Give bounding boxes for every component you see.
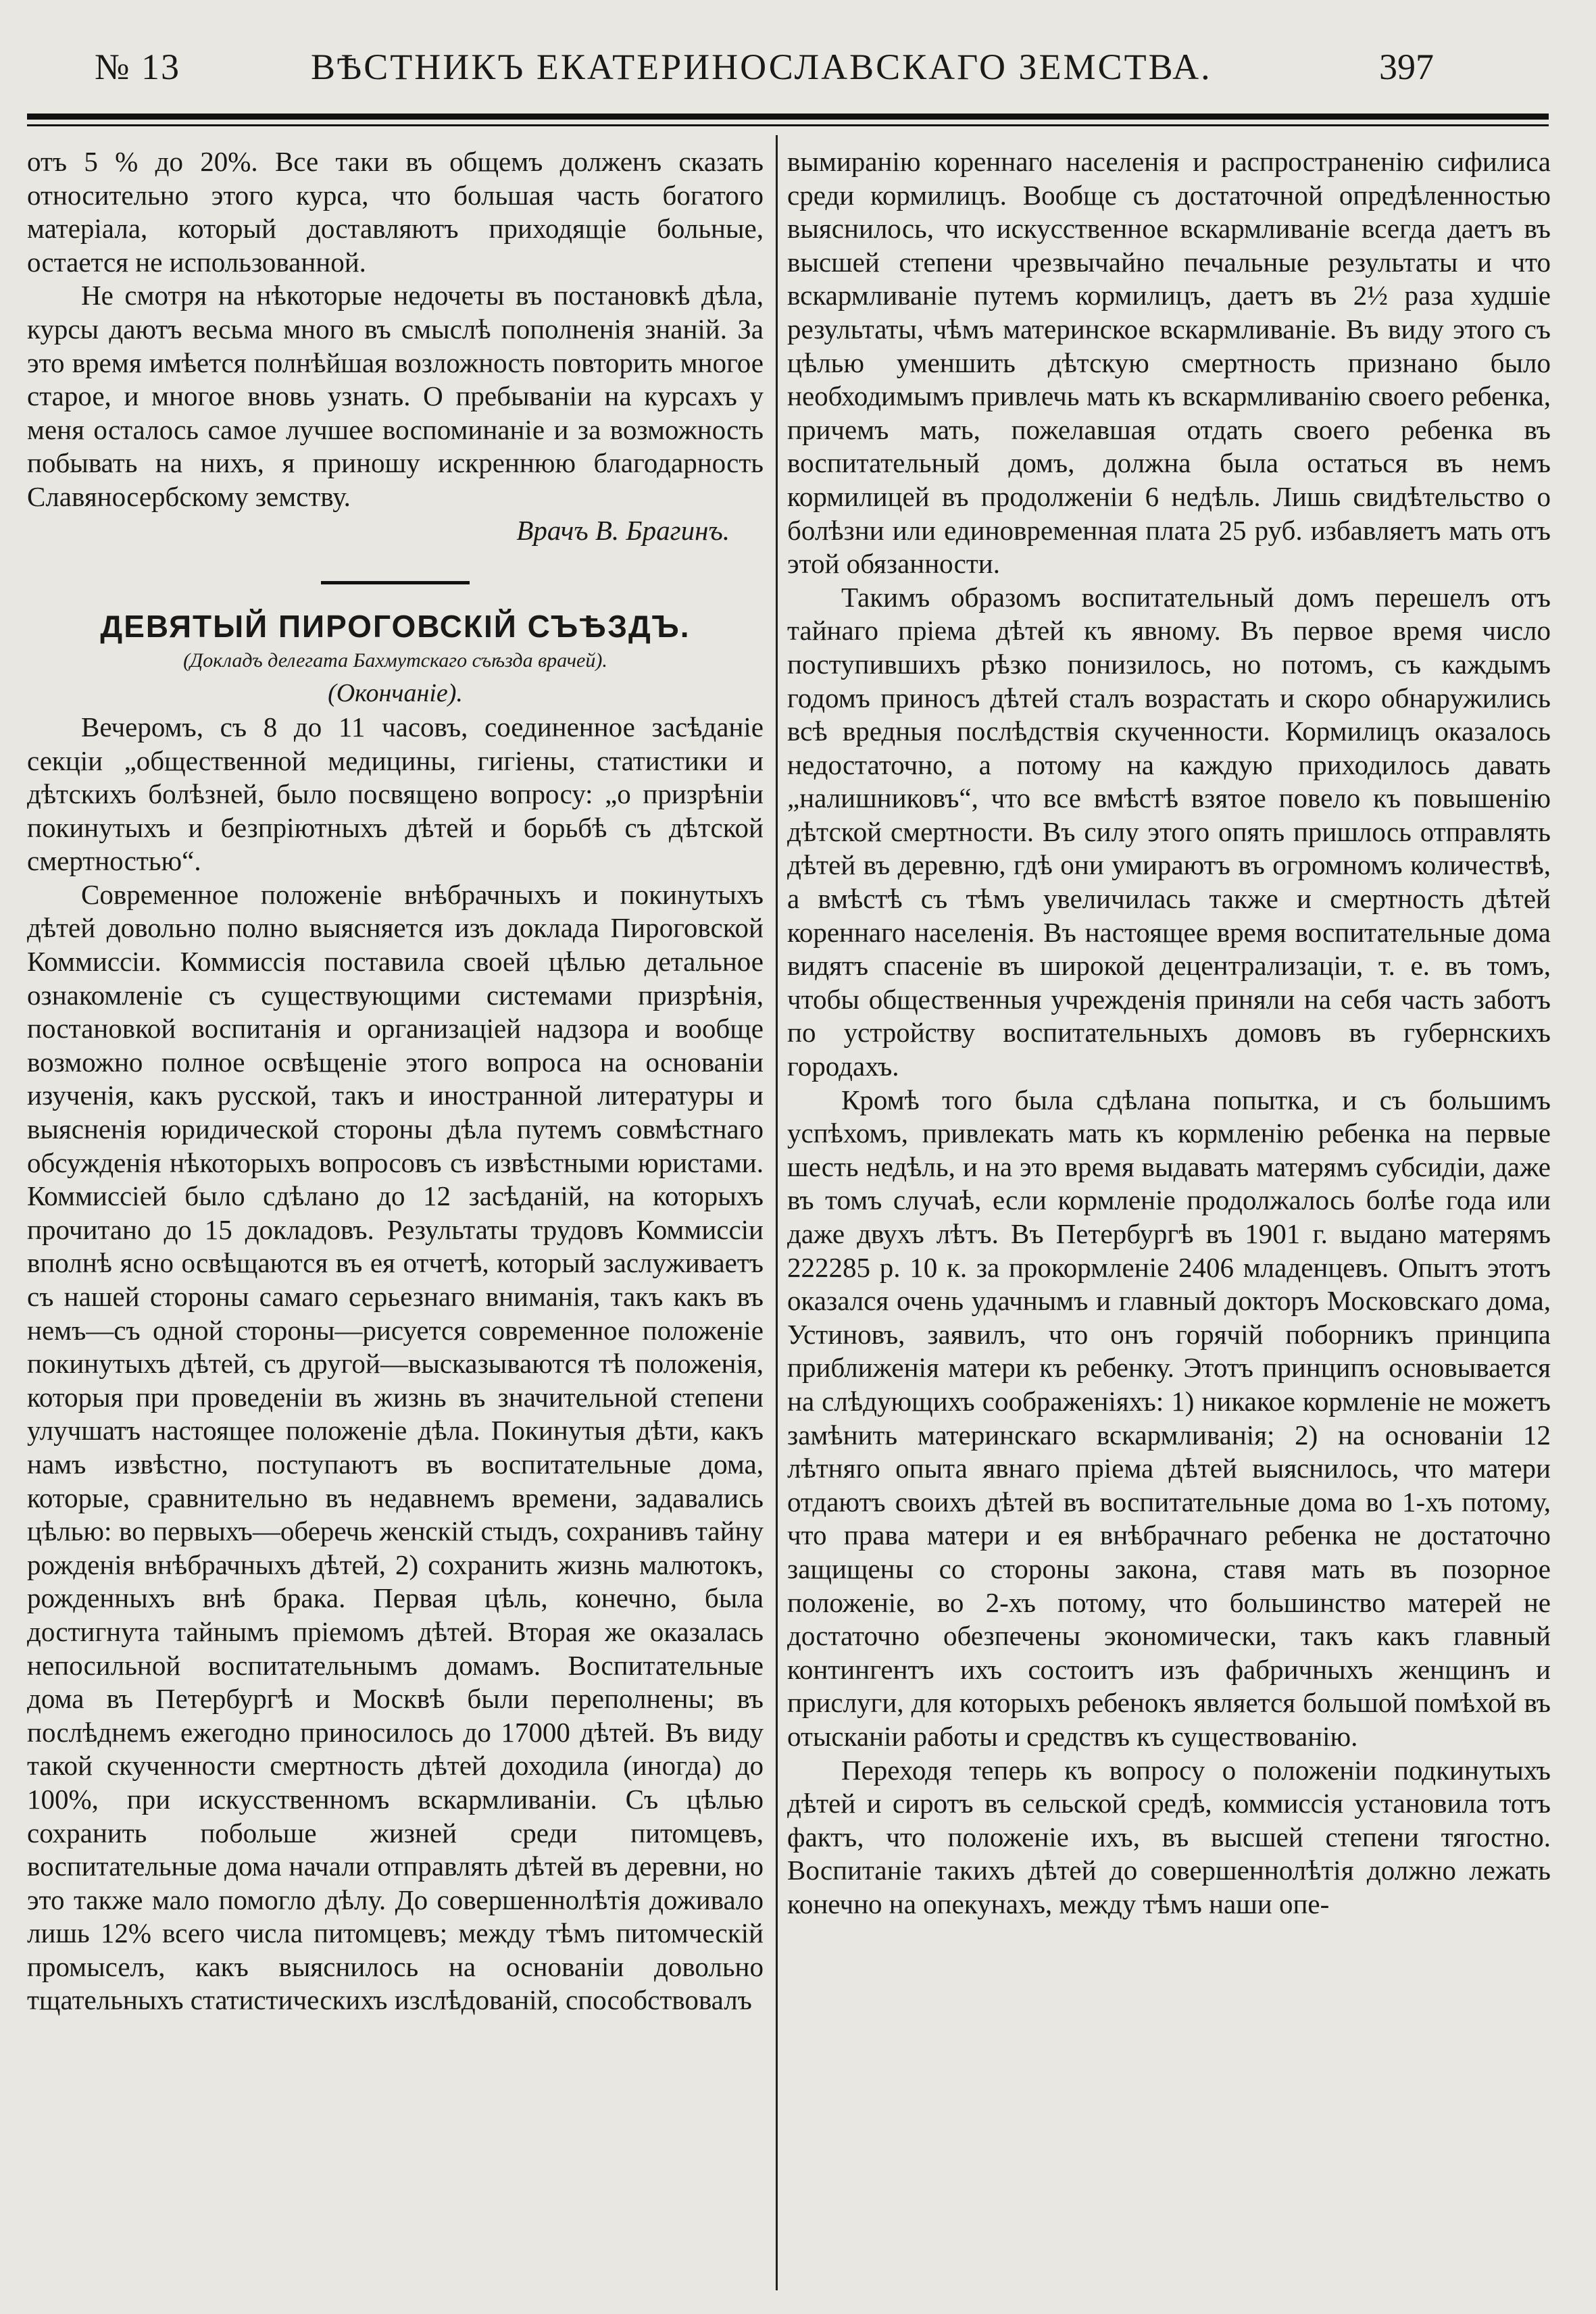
journal-title: ВѢСТНИКЪ ЕКАТЕРИНОСЛАВСКАГО ЗЕМСТВА. — [311, 47, 1212, 87]
page-number: 397 — [1379, 47, 1434, 87]
article-subtitle: (Докладъ делегата Бахмутскаго съѣзда врачей). — [183, 649, 607, 672]
right-column — [787, 145, 1551, 1921]
article-continuation: (Окончаніе). — [328, 679, 463, 708]
paragraph: Переходя теперь къ вопросу о положеніи подкинутыхъ дѣтей и сиротъ въ сельской средѣ, коммиссія установила тотъ фактъ, что положеніе ихъ, въ высшей степени тягостно. Воспитаніе такихъ дѣтей до совершеннолѣтія должно лежать конечно на опекунахъ, между тѣмъ наши опе- — [787, 1754, 1551, 1919]
paragraph: Не смотря на нѣкоторые недочеты въ постановкѣ дѣла, курсы даютъ весьма много въ смыслѣ пополненія знаній. За это время имѣется полнѣйшая возложность повторить многое старое, и многое вновь узнать. О пребываніи на курсахъ у меня осталось самое лучшее воспоминаніе и за возможность побывать на нихъ, я приношу искреннюю благодарность Славяносербскому земству. — [27, 280, 764, 512]
section-divider — [321, 581, 470, 584]
paragraph: Вечеромъ, съ 8 до 11 часовъ, соединенное засѣданіе секціи „общественной медицины, гигіены, статистики и дѣтскихъ болѣзней, было посвящено вопросу: „о призрѣніи покинутыхъ и безпріютныхъ дѣтей и борьбѣ съ дѣтской смертностью“. — [27, 711, 764, 877]
header-rule-thin — [27, 124, 1549, 126]
paragraph: вымиранію кореннаго населенія и распространенію сифилиса среди кормилицъ. Вообще съ достаточной опредѣленностью выяснилось, что искусственное вскармливаніе всегда даетъ въ высшей степени чрезвычайно печальные результаты и что вскармливаніе путемъ кормилицъ, даетъ въ 2½ раза худшіе результаты, чѣмъ материнское вскармливаніе. Въ виду этого съ цѣлью уменшить дѣтскую смертность признано было необходимымъ привлечь мать къ вскармливанію своего ребенка, причемъ мать, пожелавшая отдать своего ребенка въ воспитательный домъ, должна была остаться въ немъ кормилицей въ продолженіи 6 недѣль. Лишь свидѣтельство о болѣзни или единовременная плата 25 руб. избавляетъ мать отъ этой обязанности. — [787, 146, 1551, 580]
paragraph: Такимъ образомъ воспитательный домъ перешелъ отъ тайнаго пріема дѣтей къ явному. Въ первое время число поступившихъ рѣзко понизилось, но потомъ, съ каждымъ годомъ приносъ дѣтей сталъ возрастать и скоро обнаружились всѣ вредныя послѣдствія скученности. Кормилицъ оказалось недостаточно, а потому на каждую приходилось давать „налишниковъ“, что все вмѣстѣ взятое повело къ повышенію дѣтской смертности. Въ силу этого опять пришлось отправлять дѣтей въ деревню, гдѣ они умираютъ въ огромномъ количествѣ, а вмѣстѣ съ тѣмъ увеличилась также и смертность дѣтей кореннаго населенія. Въ настоящее время воспитательные дома видятъ спасеніе въ широкой децентрализаціи, т. е. въ томъ, чтобы общественныя учрежденія приняли на себя часть заботъ по устройству воспитательныхъ домовъ въ губернскихъ городахъ. — [787, 581, 1551, 1082]
article-title: ДЕВЯТЫЙ ПИРОГОВСКІЙ СЪѢЗДЪ. — [100, 609, 691, 645]
page-header — [88, 41, 1549, 108]
author-signature: Врачъ В. Брагинъ. — [516, 514, 730, 546]
issue-number: № 13 — [95, 47, 181, 87]
left-column — [27, 145, 764, 2017]
paragraph: отъ 5 % до 20%. Все таки въ общемъ долженъ сказать относительно этого курса, что большая часть богатого матеріала, который доставляютъ приходящіе больные, остается не использованной. — [27, 146, 764, 278]
paragraph: Кромѣ того была сдѣлана попытка, и съ большимъ успѣхомъ, привлекать мать къ кормленію ребенка на первые шесть недѣль, и на это время выдавать матерямъ субсидіи, даже въ томъ случаѣ, если кормленіе продолжалось болѣе года или даже двухъ лѣтъ. Въ Петербургѣ въ 1901 г. выдано матерямъ 222285 р. 10 к. за прокормленіе 2406 младенцевъ. Опытъ этотъ оказался очень удачнымъ и главный докторъ Московскаго дома, Устиновъ, заявилъ, что онъ горячій поборникъ принципа приближенія матери къ ребенку. Этотъ принципъ основывается на слѣдующихъ соображеніяхъ: 1) никакое кормленіе не можетъ замѣнить материнскаго вскармливанія; 2) на основаніи 12 лѣтняго опыта явнаго пріема дѣтей выяснилось, что матери отдаютъ своихъ дѣтей въ воспитательные дома во 1-хъ потому, что права матери и ея внѣбрачнаго ребенка не достаточно защищены со стороны закона, ставя мать въ позорное положеніе, во 2-хъ потому, что большинство матерей не достаточно обезпечены экономически, такъ какъ главный контингентъ ихъ состоитъ изъ фабричныхъ женщинъ и прислуги, для которыхъ ребенокъ является большой помѣхой въ отысканіи работы и средствъ къ существованію. — [787, 1084, 1551, 1752]
paragraph: Современное положеніе внѣбрачныхъ и покинутыхъ дѣтей довольно полно выясняется изъ доклада Пироговской Коммиссіи. Коммиссія поставила своей цѣлью детальное ознакомленіе съ существующими системами призрѣнія, постановкой воспитанія и организаціей надзора и вообще возможно полное освѣщеніе этого вопроса на основаніи изученія, какъ русской, такъ и иностранной литературы и выясненія юридической стороны дѣла путемъ совмѣстнаго обсужденія нѣкоторыхъ вопросовъ съ извѣстными юристами. Коммиссіей было сдѣлано до 12 засѣданій, на которыхъ прочитано до 15 докладовъ. Результаты трудовъ Коммиссіи вполнѣ ясно освѣщаются въ ея отчетѣ, который заслуживаетъ съ нашей стороны самаго серьезнаго вниманія, такъ какъ въ немъ—съ одной стороны—рисуется современное положеніе покинутыхъ дѣтей, съ другой—высказываются тѣ положенія, которыя при проведеніи въ жизнь въ значительной степени улучшатъ настоящее положеніе дѣла. Покинутыя дѣти, какъ намъ извѣстно, поступаютъ въ воспитательные дома, которые, сравнительно въ недавнемъ времени, задавались цѣлью: во первыхъ—оберечь женскій стыдъ, сохранивъ тайну рожденія внѣбрачныхъ дѣтей, 2) сохранить жизнь малютокъ, рожденныхъ внѣ брака. Первая цѣль, конечно, была достигнута тайнымъ пріемомъ дѣтей. Вторая же оказалась непосильной воспитательнымъ домамъ. Воспитательные дома въ Петербургѣ и Москвѣ были переполнены; въ послѣднемъ ежегодно приносилось до 17000 дѣтей. Въ виду такой скученности смертность дѣтей доходила (иногда) до 100%, при искусственномъ вскармливаніи. Съ цѣлью сохранить побольше жизней среди питомцевъ, воспитательные дома начали отправлять дѣтей въ деревни, но это также мало помогло дѣлу. До совершеннолѣтія доживало лишь 12% всего числа питомцевъ; между тѣмъ питомческій промыселъ, какъ выяснилось на основаніи довольно тщательныхъ статистическихъ изслѣдованій, способствовалъ — [27, 878, 764, 2016]
header-rule-thick — [27, 114, 1549, 120]
column-divider — [776, 135, 778, 2290]
